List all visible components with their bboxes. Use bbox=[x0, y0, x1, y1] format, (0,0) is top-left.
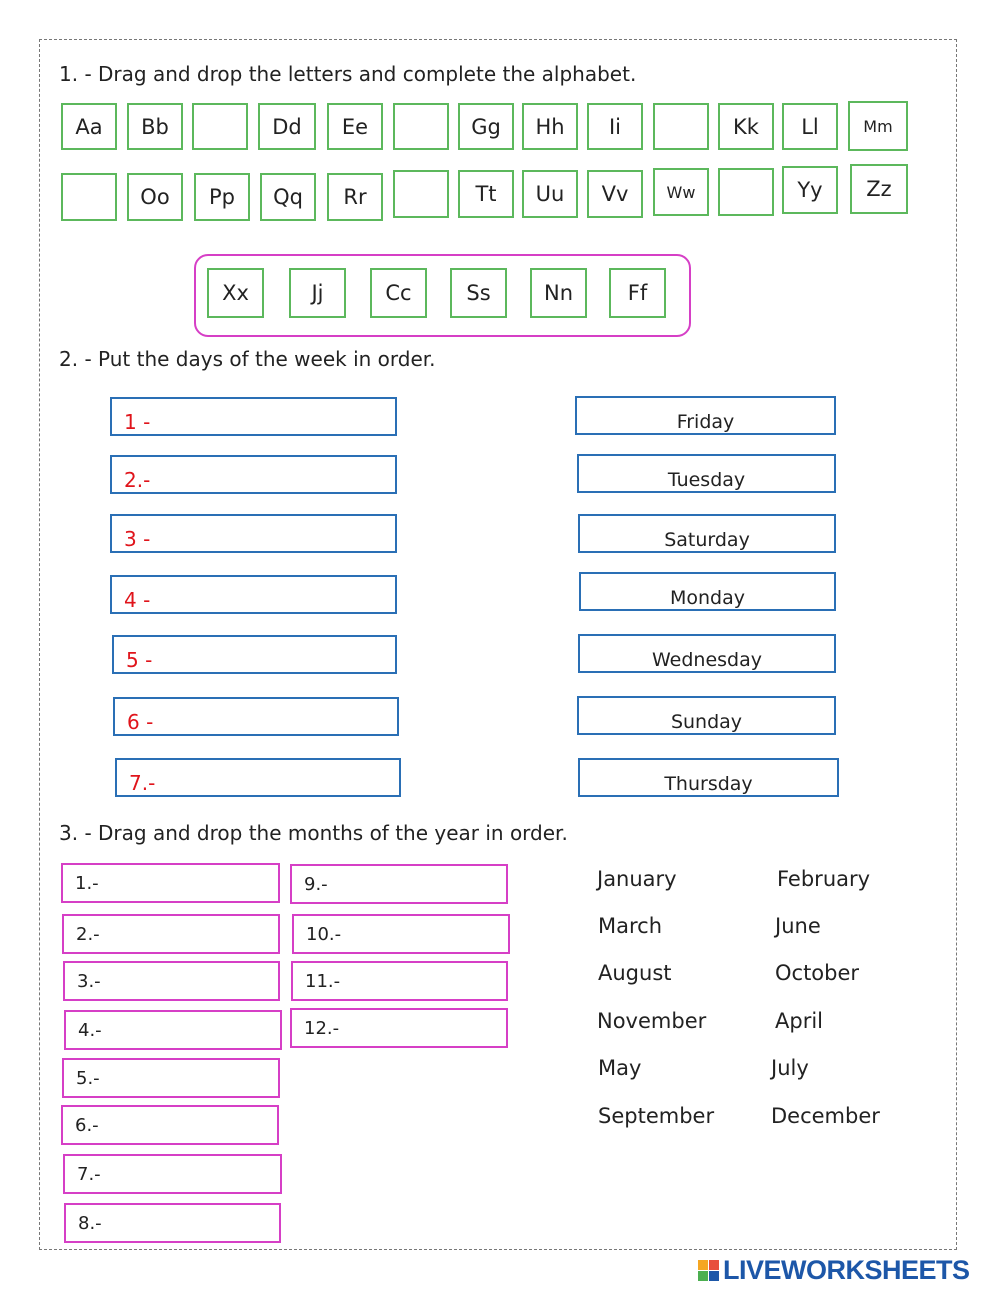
month-drop-slot[interactable]: 3.- bbox=[63, 961, 280, 1001]
day-label: Wednesday bbox=[651, 649, 762, 671]
letter-box: Rr bbox=[327, 173, 383, 221]
day-drop-slot[interactable] bbox=[113, 697, 399, 736]
draggable-day[interactable] bbox=[575, 396, 836, 435]
draggable-month[interactable]: July bbox=[771, 1056, 809, 1080]
letter-box: Mm bbox=[848, 101, 908, 151]
section1-heading: 1. - Drag and drop the letters and complete the alphabet. bbox=[59, 62, 637, 86]
draggable-letter[interactable]: Xx bbox=[207, 268, 264, 318]
day-drop-slot[interactable] bbox=[112, 635, 397, 674]
day-drop-slot[interactable] bbox=[110, 455, 397, 494]
month-drop-slot[interactable]: 10.- bbox=[292, 914, 510, 954]
draggable-month[interactable]: August bbox=[598, 961, 672, 985]
day-slot-number: 7.- bbox=[129, 771, 156, 795]
month-drop-slot[interactable]: 7.- bbox=[63, 1154, 282, 1194]
day-label: Sunday bbox=[670, 711, 743, 733]
day-label: Tuesday bbox=[667, 469, 746, 491]
draggable-month[interactable]: December bbox=[771, 1104, 880, 1128]
draggable-month[interactable]: March bbox=[598, 914, 663, 938]
draggable-month[interactable]: October bbox=[775, 961, 860, 985]
letter-box: Gg bbox=[458, 103, 514, 150]
letter-box: Ii bbox=[587, 103, 643, 150]
draggable-month[interactable]: January bbox=[597, 867, 677, 891]
draggable-letter[interactable]: Ff bbox=[609, 268, 666, 318]
section3-heading: 3. - Drag and drop the months of the year in order. bbox=[59, 821, 568, 845]
day-slot-number: 4 - bbox=[124, 588, 151, 612]
letter-drop-slot[interactable] bbox=[393, 170, 449, 218]
day-drop-slot[interactable] bbox=[110, 397, 397, 436]
month-drop-slot[interactable]: 2.- bbox=[62, 914, 280, 954]
draggable-letter[interactable]: Nn bbox=[530, 268, 587, 318]
letter-box: Kk bbox=[718, 103, 774, 150]
draggable-month[interactable]: June bbox=[775, 914, 821, 938]
day-label: Thursday bbox=[664, 773, 753, 795]
section2-heading: 2. - Put the days of the week in order. bbox=[59, 347, 436, 371]
logo-icon bbox=[698, 1260, 719, 1281]
month-drop-slot[interactable]: 5.- bbox=[62, 1058, 280, 1098]
letter-box: Ee bbox=[327, 103, 383, 150]
logo-text: LIVEWORKSHEETS bbox=[723, 1254, 970, 1285]
draggable-month[interactable]: February bbox=[777, 867, 871, 891]
draggable-month[interactable]: April bbox=[775, 1009, 823, 1033]
day-slot-number: 5 - bbox=[126, 648, 153, 672]
month-drop-slot[interactable]: 6.- bbox=[61, 1105, 279, 1145]
day-label: Friday bbox=[676, 411, 735, 433]
letter-drop-slot[interactable] bbox=[192, 103, 248, 150]
letter-drop-slot[interactable] bbox=[718, 168, 774, 216]
day-label: Monday bbox=[669, 587, 745, 609]
month-drop-slot[interactable]: 12.- bbox=[290, 1008, 508, 1048]
letter-box: Yy bbox=[782, 166, 838, 214]
day-slot-number: 6 - bbox=[127, 710, 154, 734]
draggable-month[interactable]: November bbox=[597, 1009, 707, 1033]
letter-box: Ll bbox=[782, 103, 838, 150]
draggable-letter[interactable]: Jj bbox=[289, 268, 346, 318]
letter-box: Pp bbox=[194, 173, 250, 221]
draggable-day[interactable] bbox=[578, 634, 836, 673]
draggable-letter[interactable]: Cc bbox=[370, 268, 427, 318]
day-drop-slot[interactable] bbox=[110, 514, 397, 553]
letter-box: Hh bbox=[522, 103, 578, 150]
day-label: Saturday bbox=[664, 529, 750, 551]
letter-box: Bb bbox=[127, 103, 183, 150]
month-drop-slot[interactable]: 8.- bbox=[64, 1203, 281, 1243]
letter-box: Vv bbox=[587, 170, 643, 218]
letter-box: Uu bbox=[522, 170, 578, 218]
draggable-day[interactable] bbox=[578, 514, 836, 553]
month-drop-slot[interactable]: 11.- bbox=[291, 961, 508, 1001]
draggable-day[interactable] bbox=[579, 572, 836, 611]
day-slot-number: 3 - bbox=[124, 527, 151, 551]
letter-box: Aa bbox=[61, 103, 117, 150]
draggable-month[interactable]: September bbox=[598, 1104, 715, 1128]
day-drop-slot[interactable] bbox=[110, 575, 397, 614]
letter-box: Qq bbox=[260, 173, 316, 221]
letter-box: Oo bbox=[127, 173, 183, 221]
draggable-day[interactable] bbox=[577, 696, 836, 735]
letter-box: Zz bbox=[850, 164, 908, 214]
day-slot-number: 1 - bbox=[124, 410, 151, 434]
draggable-month[interactable]: May bbox=[598, 1056, 642, 1080]
day-drop-slot[interactable] bbox=[115, 758, 401, 797]
month-drop-slot[interactable]: 1.- bbox=[61, 863, 280, 903]
month-drop-slot[interactable]: 9.- bbox=[290, 864, 508, 904]
draggable-letter[interactable]: Ss bbox=[450, 268, 507, 318]
letter-box: Tt bbox=[458, 170, 514, 218]
letter-box: Ww bbox=[653, 168, 709, 216]
letter-box: Dd bbox=[258, 103, 316, 150]
draggable-day[interactable] bbox=[577, 454, 836, 493]
letter-drop-slot[interactable] bbox=[61, 173, 117, 221]
letter-drop-slot[interactable] bbox=[653, 103, 709, 150]
liveworksheets-logo bbox=[698, 1255, 970, 1285]
month-drop-slot[interactable]: 4.- bbox=[64, 1010, 282, 1050]
draggable-day[interactable] bbox=[578, 758, 839, 797]
day-slot-number: 2.- bbox=[124, 468, 151, 492]
letter-drop-slot[interactable] bbox=[393, 103, 449, 150]
